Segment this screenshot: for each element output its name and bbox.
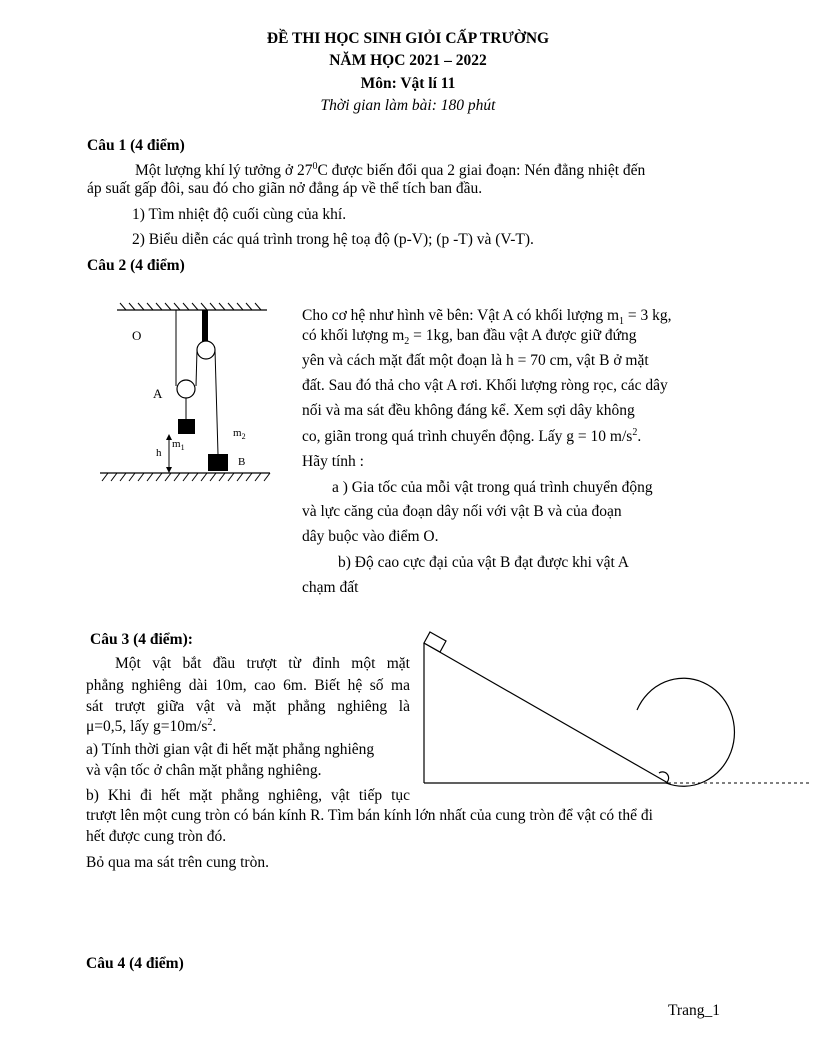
- q3-note: Bỏ qua ma sát trên cung tròn.: [86, 854, 269, 871]
- label-B: B: [238, 456, 246, 468]
- sliding-block: [424, 632, 446, 652]
- q2-line-1: Cho cơ hệ như hình vẽ bên: Vật A có khối lượng $m_1 = 3$ kg,: [302, 307, 672, 328]
- height-arrow: [166, 434, 172, 473]
- label-A: A: [153, 386, 163, 401]
- q3-line-3: sát trượt giữa vật và mặt phẳng nghiêng là: [86, 698, 410, 715]
- incline-slope: [424, 643, 668, 783]
- rope-to-B: [215, 350, 218, 454]
- q2-part-b-line-2: chạm đất: [302, 579, 359, 596]
- q2-line-7: Hãy tính :: [302, 453, 364, 470]
- label-m2: $m_2$: [233, 427, 246, 441]
- q3-line-4: μ=0,5, lấy $g=10m/s^2$.: [86, 717, 217, 736]
- label-h: h: [156, 447, 162, 459]
- q2-line-4: đất. Sau đó thả cho vật A rơi. Khối lượng ròng rọc, các dây: [302, 377, 668, 394]
- q1-line-1: Một lượng khí lý tưởng ở $27^0C$ được biến đổi qua 2 giai đoạn: Nén đẳng nhiệt đến: [135, 161, 646, 180]
- exam-title: ĐỀ THI HỌC SINH GIỎI CẤP TRƯỜNG: [266, 30, 550, 47]
- ceiling: [117, 303, 267, 310]
- movable-pulley: [177, 380, 195, 398]
- q1-line-2: áp suất gấp đôi, sau đó cho giãn nở đẳng áp về thể tích ban đầu.: [87, 180, 483, 197]
- duration: Thời gian làm bài: 180 phút: [320, 97, 496, 114]
- page-number: Trang_1: [668, 1002, 720, 1019]
- q3-line-1: Một vật bắt đầu trượt từ đỉnh một mặt: [115, 655, 410, 672]
- q3-part-b-line-1: b) Khi đi hết mặt phẳng nghiêng, vật tiếp tục: [86, 787, 410, 804]
- q1-item-2: 2) Biểu diễn các quá trình trong hệ toạ độ (p-V); (p -T) và (V-T).: [132, 231, 534, 248]
- q3-title: Câu 3 (4 điểm):: [90, 631, 193, 648]
- q2-part-b-line-1: b) Độ cao cực đại của vật B đạt được khi vật A: [338, 554, 629, 571]
- q3-part-b-line-2: trượt lên một cung tròn có bán kính R. Tìm bán kính lớn nhất của cung tròn để vật có thể đi: [86, 807, 653, 824]
- q2-title: Câu 2 (4 điểm): [87, 257, 185, 274]
- q3-part-a-line-2: và vận tốc ở chân mặt phẳng nghiêng.: [86, 762, 322, 779]
- label-m1: $m_1$: [172, 438, 185, 452]
- fixed-pulley: [197, 341, 215, 359]
- mass-A: [178, 419, 195, 434]
- q2-line-5: nối và ma sát đều không đáng kể. Xem sợi dây không: [302, 402, 635, 419]
- loop-circle: [637, 678, 734, 786]
- incline-loop-diagram: [415, 622, 815, 792]
- q3-part-a-line-1: a) Tính thời gian vật đi hết mặt phẳng nghiêng: [86, 741, 375, 758]
- q2-line-2: có khối lượng $m_2 = 1kg$, ban đầu vật A được giữ đứng: [302, 327, 637, 348]
- ground: [100, 473, 270, 481]
- q2-part-a-line-3: dây buộc vào điểm O.: [302, 528, 439, 545]
- q2-line-6: co, giãn trong quá trình chuyển động. Lấy g = 10 $m/s^2$.: [302, 427, 642, 446]
- label-O: O: [132, 328, 142, 343]
- q2-part-a-line-1: a ) Gia tốc của mỗi vật trong quá trình chuyển động: [332, 479, 653, 496]
- q2-part-a-line-2: và lực căng của đoạn dây nối với vật B và của đoạn: [302, 503, 622, 520]
- q1-item-1: 1) Tìm nhiệt độ cuối cùng của khí.: [132, 206, 347, 223]
- q3-part-b-line-3: hết được cung tròn đó.: [86, 828, 227, 845]
- subject: Môn: Vật lí 11: [360, 75, 456, 92]
- rope-pulley-left: [196, 350, 197, 386]
- q1-title: Câu 1 (4 điểm): [87, 137, 185, 154]
- incline-arc-joint: [659, 772, 669, 783]
- mass-B: [208, 454, 228, 471]
- q2-line-3: yên và cách mặt đất một đoạn là h = 70 cm, vật B ở mặt: [302, 352, 649, 369]
- school-year: NĂM HỌC 2021 – 2022: [329, 52, 487, 69]
- q3-line-2: phẳng nghiêng dài 10m, cao 6m. Biết hệ số ma: [86, 677, 410, 694]
- pulley-diagram: [95, 300, 275, 495]
- q4-title: Câu 4 (4 điểm): [86, 955, 184, 972]
